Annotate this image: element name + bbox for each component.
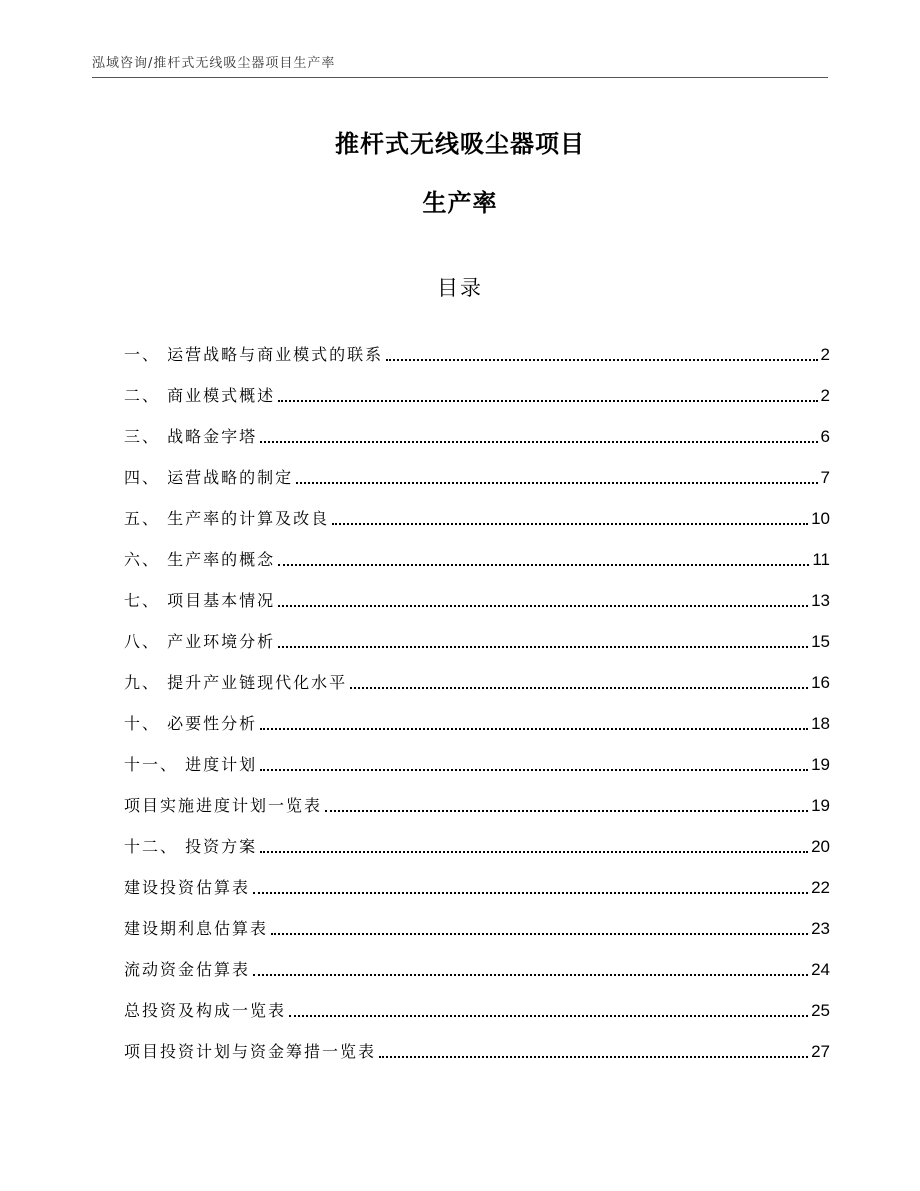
toc-entry-label: 三、 战略金字塔 [124,427,258,446]
toc-entry-page: 27 [811,1042,830,1061]
table-of-contents [124,325,830,1063]
document-title: 推杆式无线吸尘器项目 [335,130,585,158]
toc-entry[interactable] [124,981,830,1022]
toc-leader-dots [260,851,808,853]
toc-entry-page: 19 [811,755,830,774]
toc-entry-page: 15 [811,632,830,651]
toc-leader-dots [278,400,817,402]
toc-entry-label: 四、 运营战略的制定 [124,468,294,487]
toc-entry[interactable] [124,1022,830,1063]
header-rule [92,77,828,78]
toc-entry[interactable] [124,653,830,694]
toc-entry[interactable] [124,366,830,407]
toc-entry[interactable] [124,899,830,940]
toc-entry-page: 2 [820,386,830,405]
toc-entry[interactable] [124,776,830,817]
toc-entry[interactable] [124,612,830,653]
toc-entry-label: 总投资及构成一览表 [124,1001,287,1020]
toc-leader-dots [278,605,808,607]
toc-entry-page: 2 [820,345,830,364]
toc-entry-page: 19 [811,796,830,815]
toc-leader-dots [296,482,817,484]
toc-entry-label: 六、 生产率的概念 [124,550,276,569]
toc-entry-label: 建设投资估算表 [124,878,251,897]
toc-entry-label: 十一、 进度计划 [124,755,258,774]
toc-entry-page: 18 [811,714,830,733]
toc-entry-page: 11 [812,550,830,569]
toc-entry-label: 七、 项目基本情况 [124,591,276,610]
toc-leader-dots [278,564,809,566]
toc-entry[interactable] [124,817,830,858]
toc-entry-page: 23 [811,919,830,938]
toc-leader-dots [325,810,808,812]
toc-leader-dots [260,769,808,771]
toc-entry[interactable] [124,858,830,899]
toc-entry-page: 20 [811,837,830,856]
toc-leader-dots [350,687,808,689]
toc-entry-label: 十、 必要性分析 [124,714,258,733]
toc-entry-page: 6 [820,427,830,446]
toc-entry-label: 八、 产业环境分析 [124,632,276,651]
toc-entry[interactable] [124,694,830,735]
toc-heading: 目录 [437,276,483,300]
toc-entry[interactable] [124,940,830,981]
toc-entry-label: 十二、 投资方案 [124,837,258,856]
toc-entry-label: 二、 商业模式概述 [124,386,276,405]
toc-leader-dots [253,974,808,976]
toc-entry-page: 24 [811,960,830,979]
document-subtitle: 生产率 [422,189,498,217]
toc-leader-dots [289,1015,808,1017]
toc-entry-label: 五、 生产率的计算及改良 [124,509,330,528]
toc-entry-label: 建设期利息估算表 [124,919,269,938]
toc-leader-dots [379,1056,808,1058]
toc-entry[interactable] [124,571,830,612]
toc-entry-page: 13 [811,591,830,610]
toc-leader-dots [260,441,817,443]
toc-entry-label: 流动资金估算表 [124,960,251,979]
toc-entry-label: 项目投资计划与资金筹措一览表 [124,1042,377,1061]
toc-entry[interactable] [124,325,830,366]
page-header: 泓域咨询/推杆式无线吸尘器项目生产率 [92,56,336,71]
toc-entry-page: 16 [811,673,830,692]
toc-entry[interactable] [124,407,830,448]
toc-entry-label: 一、 运营战略与商业模式的联系 [124,345,384,364]
toc-leader-dots [253,892,808,894]
toc-entry[interactable] [124,530,830,571]
toc-leader-dots [332,523,808,525]
toc-leader-dots [386,359,817,361]
toc-entry-page: 10 [811,509,830,528]
toc-entry[interactable] [124,448,830,489]
toc-entry-label: 九、 提升产业链现代化水平 [124,673,348,692]
toc-entry[interactable] [124,735,830,776]
toc-leader-dots [271,933,808,935]
toc-entry[interactable] [124,489,830,530]
toc-entry-label: 项目实施进度计划一览表 [124,796,323,815]
toc-leader-dots [260,728,808,730]
toc-entry-page: 7 [820,468,830,487]
toc-leader-dots [278,646,808,648]
toc-entry-page: 25 [811,1001,830,1020]
toc-entry-page: 22 [811,878,830,897]
